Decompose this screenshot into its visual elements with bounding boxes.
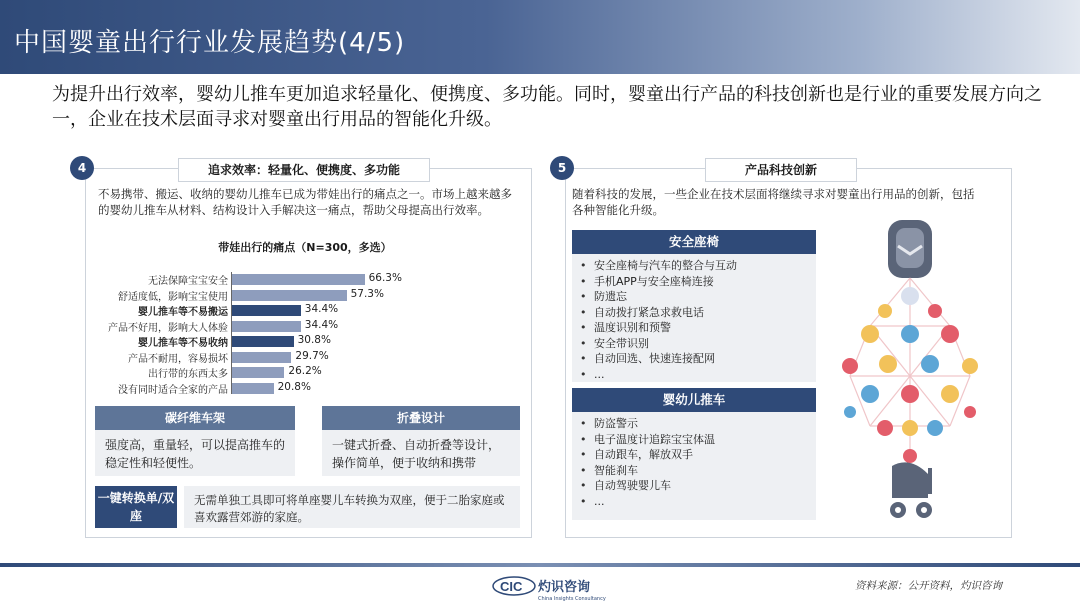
stroller-section-title: 婴幼儿推车 (572, 388, 816, 412)
company-logo (492, 573, 622, 603)
chart-bar (232, 336, 294, 347)
chart-axis-line (231, 272, 232, 394)
chart-value-label: 30.8% (297, 334, 331, 346)
source-note: 资料来源：公开资料，灼识咨询 (855, 580, 1002, 592)
list-item: • 自动回选、快速连接配网 (580, 351, 808, 367)
svg-text:CIC: CIC (500, 579, 523, 594)
car-seat-icon (888, 220, 932, 278)
chart-value-label: 20.8% (277, 380, 311, 393)
list-item: • 自动驾驶婴儿车 (580, 478, 808, 494)
chart-category-label: 没有同时适合全家的产品 (118, 384, 228, 396)
left-panel-title: 追求效率：轻量化、便携度、多功能 (178, 158, 430, 182)
section-number-badge: 4 (70, 156, 94, 180)
chart-value-label: 34.4% (304, 303, 339, 315)
chart-bar (232, 321, 301, 332)
chart-title: 带娃出行的痛点（N=300，多选） (218, 241, 392, 254)
list-item: • 自动拨打紧急求救电话 (580, 305, 808, 321)
list-item: • 安全座椅与汽车的整合与互动 (580, 258, 808, 274)
chart-category-label: 产品不耐用，容易损坏 (128, 353, 228, 365)
chart-category-label: 婴儿推车等不易搬运 (138, 307, 228, 318)
chart-category-label: 舒适度低，影响宝宝使用 (118, 291, 228, 303)
chart-value-label: 29.7% (295, 349, 329, 362)
pain-point-bar-chart (98, 272, 518, 397)
feature-fold-title: 折叠设计 (322, 406, 520, 430)
section-number-badge-right: 5 (550, 156, 574, 180)
list-item: • 防遗忘 (580, 289, 808, 305)
feature-carbon-body: 强度高，重量轻，可以提高推车的稳定性和轻便性。 (95, 430, 295, 476)
seat-section-title: 安全座椅 (572, 230, 816, 254)
page-title: 中国婴童出行行业发展趋势(4/5) (14, 28, 406, 58)
chart-category-label: 婴儿推车等不易收纳 (138, 338, 228, 349)
intro-text: 为提升出行效率，婴幼儿推车更加追求轻量化、便携度、多功能。同时，婴童出行产品的科技创新也是行业的重要发展方向之一，企业在技术层面寻求对婴童出行用品的智能化升级。 (52, 84, 1042, 130)
stroller-icon (890, 462, 932, 518)
svg-text:灼识咨询: 灼识咨询 (538, 580, 591, 595)
chart-bar (232, 352, 291, 363)
chart-value-label: 57.3% (350, 287, 384, 300)
list-item: • ... (580, 367, 808, 383)
feature-fold-body: 一键式折叠、自动折叠等设计，操作简单，便于收纳和携带 (322, 430, 520, 476)
chart-bar (232, 367, 284, 378)
chart-category-label: 产品不好用，影响大人体验 (108, 322, 228, 334)
list-item: • 温度识别和预警 (580, 320, 808, 336)
list-item: • 电子温度计追踪宝宝体温 (580, 432, 808, 448)
chart-bar (232, 383, 274, 394)
right-panel-title: 产品科技创新 (705, 158, 857, 182)
list-item: • 防盗警示 (580, 416, 808, 432)
chart-value-label: 66.3% (368, 272, 402, 284)
svg-text:China Insights Consultancy: China Insights Consultancy (538, 596, 606, 602)
footer-divider (0, 563, 1080, 567)
chart-bar (232, 305, 301, 316)
list-item: • 安全带识别 (580, 336, 808, 352)
chart-category-label: 无法保障宝宝安全 (148, 276, 228, 287)
seat-feature-list (572, 254, 816, 382)
switch-seat-body: 无需单独工具即可将单座婴儿车转换为双座，便于二胎家庭或喜欢露营郊游的家庭。 (184, 486, 520, 528)
chart-bar (232, 274, 365, 285)
list-item: • 智能刹车 (580, 463, 808, 479)
chart-value-label: 34.4% (304, 318, 339, 331)
chart-value-label: 26.2% (288, 365, 322, 377)
smart-seat-illustration (830, 216, 990, 526)
chart-category-label: 出行带的东西太多 (148, 369, 228, 380)
list-item: • ... (580, 494, 808, 510)
list-item: • 手机APP与安全座椅连接 (580, 274, 808, 290)
stroller-feature-list (572, 412, 816, 520)
right-panel-body: 随着科技的发展，一些企业在技术层面将继续寻求对婴童出行用品的创新，包括各种智能化升级。 (572, 187, 975, 217)
switch-seat-title-text: 一键转换单/双座 (97, 491, 175, 523)
list-item: • 自动跟车，解放双手 (580, 447, 808, 463)
feature-carbon-title: 碳纤维车架 (95, 406, 295, 430)
chart-bar (232, 290, 347, 301)
left-panel-body: 不易携带、搬运、收纳的婴幼儿推车已成为带娃出行的痛点之一。市场上越来越多的婴幼儿推车从材料、结构设计入手解决这一痛点，帮助父母提高出行效率。 (98, 187, 512, 217)
switch-seat-title (95, 486, 177, 528)
